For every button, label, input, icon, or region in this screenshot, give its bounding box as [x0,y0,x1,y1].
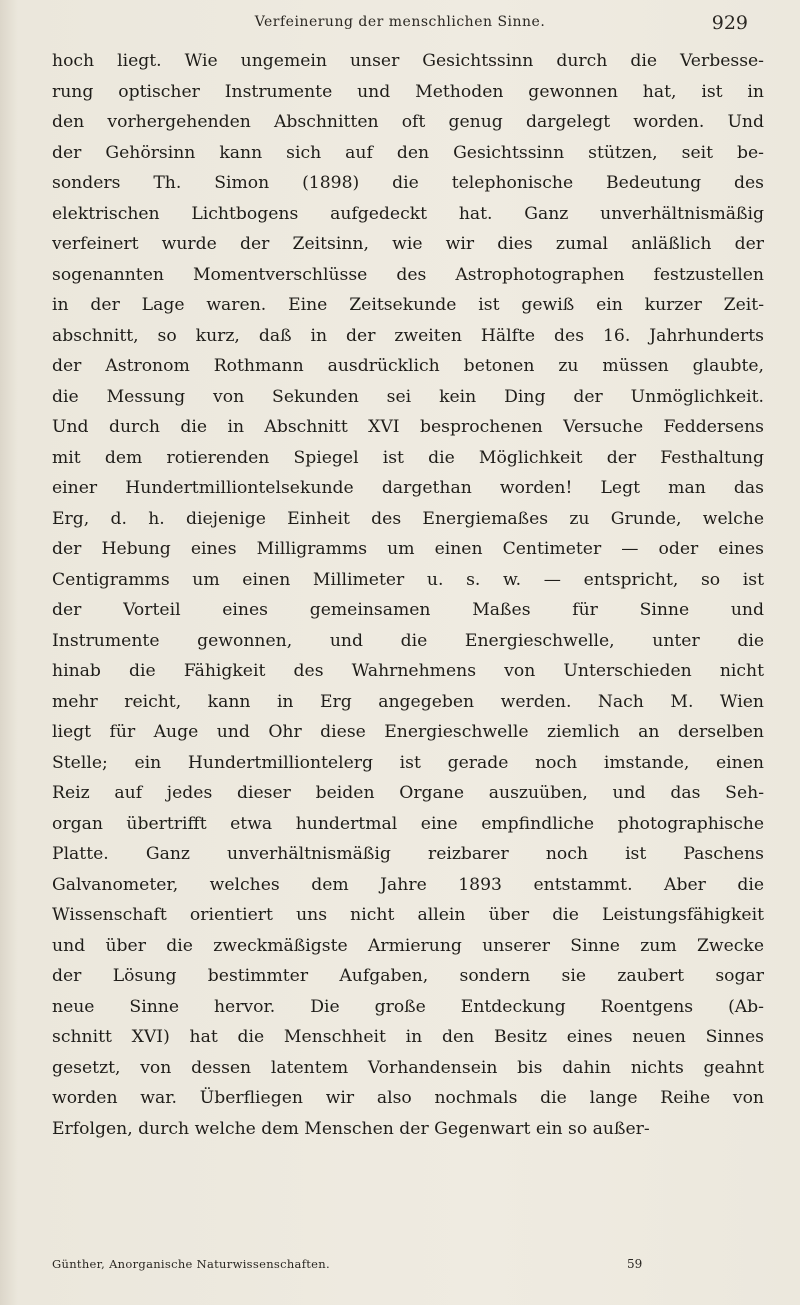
sheet-number: 59 [627,1257,643,1271]
text-line: Erfolgen, durch welche dem Menschen der Gegenwart ein so außer- [52,1118,650,1139]
body-text [52,46,764,1144]
text-line: verfeinert wurde der Zeitsinn, wie wir dies zumal anläßlich der [52,234,764,254]
text-line: Platte. Ganz unverhältnismäßig reizbarer noch ist Paschens [52,844,764,864]
text-line: in der Lage waren. Eine Zeitsekunde ist gewiß ein kurzer Zeit- [52,295,764,315]
text-line: Stelle; ein Hundertmilliontelerg ist gerade noch imstande, einen [52,752,764,773]
text-line: Galvanometer, welches dem Jahre 1893 entstammt. Aber die [52,874,764,895]
text-line: abschnitt, so kurz, daß in der zweiten Hälfte des 16. Jahrhunderts [52,325,764,346]
text-line: einer Hundertmilliontelsekunde dargethan worden! Legt man das [52,478,764,498]
text-line: der Vorteil eines gemeinsamen Maßes für Sinne und [52,600,764,620]
text-line: Erg, d. h. diejenige Einheit des Energiemaßes zu Grunde, welche [52,508,764,529]
text-line: die Messung von Sekunden sei kein Ding der Unmöglichkeit. [52,386,764,407]
text-line: der Gehörsinn kann sich auf den Gesichtssinn stützen, seit be- [52,142,764,163]
text-line: mehr reicht, kann in Erg angegeben werden. Nach M. Wien [52,691,764,712]
text-line: rung optischer Instrumente und Methoden gewonnen hat, ist in [52,81,764,102]
text-line: organ übertrifft etwa hundertmal eine empfindliche photographische [52,813,764,834]
text-line: der Hebung eines Milligramms um einen Centimeter — oder eines [52,539,764,559]
text-line: Wissenschaft orientiert uns nicht allein über die Leistungsfähigkeit [52,905,764,925]
footer-signature: Günther, Anorganische Naturwissenschaften. [52,1257,330,1271]
text-line: sonders Th. Simon (1898) die telephonische Bedeutung des [52,173,764,193]
text-line: den vorhergehenden Abschnitten oft genug dargelegt worden. Und [52,112,764,132]
text-line: der Astronom Rothmann ausdrücklich betonen zu müssen glaubte, [52,356,764,376]
text-line: neue Sinne hervor. Die große Entdeckung Roentgens (Ab- [52,996,764,1017]
text-line: Und durch die in Abschnitt XVI besprochenen Versuche Feddersens [52,417,764,437]
text-line: Reiz auf jedes dieser beiden Organe auszuüben, und das Seh- [52,783,764,803]
text-line: sogenannten Momentverschlüsse des Astrophotographen festzustellen [52,264,764,285]
text-line: liegt für Auge und Ohr diese Energieschwelle ziemlich an derselben [52,722,764,742]
text-line: mit dem rotierenden Spiegel ist die Möglichkeit der Festhaltung [52,447,764,468]
text-line: hoch liegt. Wie ungemein unser Gesichtssinn durch die Verbesse- [52,51,764,71]
text-line: elektrischen Lichtbogens aufgedeckt hat. Ganz unverhältnismäßig [52,203,764,224]
text-line: und über die zweckmäßigste Armierung unserer Sinne zum Zwecke [52,935,764,956]
text-line: Centigramms um einen Millimeter u. s. w. — entspricht, so ist [52,569,764,590]
page-footer [52,1257,764,1277]
running-title: Verfeinerung der menschlichen Sinne. [254,14,546,30]
page-header [50,14,750,40]
text-line: Instrumente gewonnen, und die Energieschwelle, unter die [52,630,764,651]
text-line: gesetzt, von dessen latentem Vorhandensein bis dahin nichts geahnt [52,1057,764,1078]
text-line: hinab die Fähigkeit des Wahrnehmens von Unterschieden nicht [52,661,764,681]
page-number: 929 [711,12,748,34]
text-line: der Lösung bestimmter Aufgaben, sondern sie zaubert sogar [52,966,764,986]
text-line: worden war. Überfliegen wir also nochmals die lange Reihe von [52,1088,764,1108]
text-line: schnitt XVI) hat die Menschheit in den Besitz eines neuen Sinnes [52,1027,764,1047]
